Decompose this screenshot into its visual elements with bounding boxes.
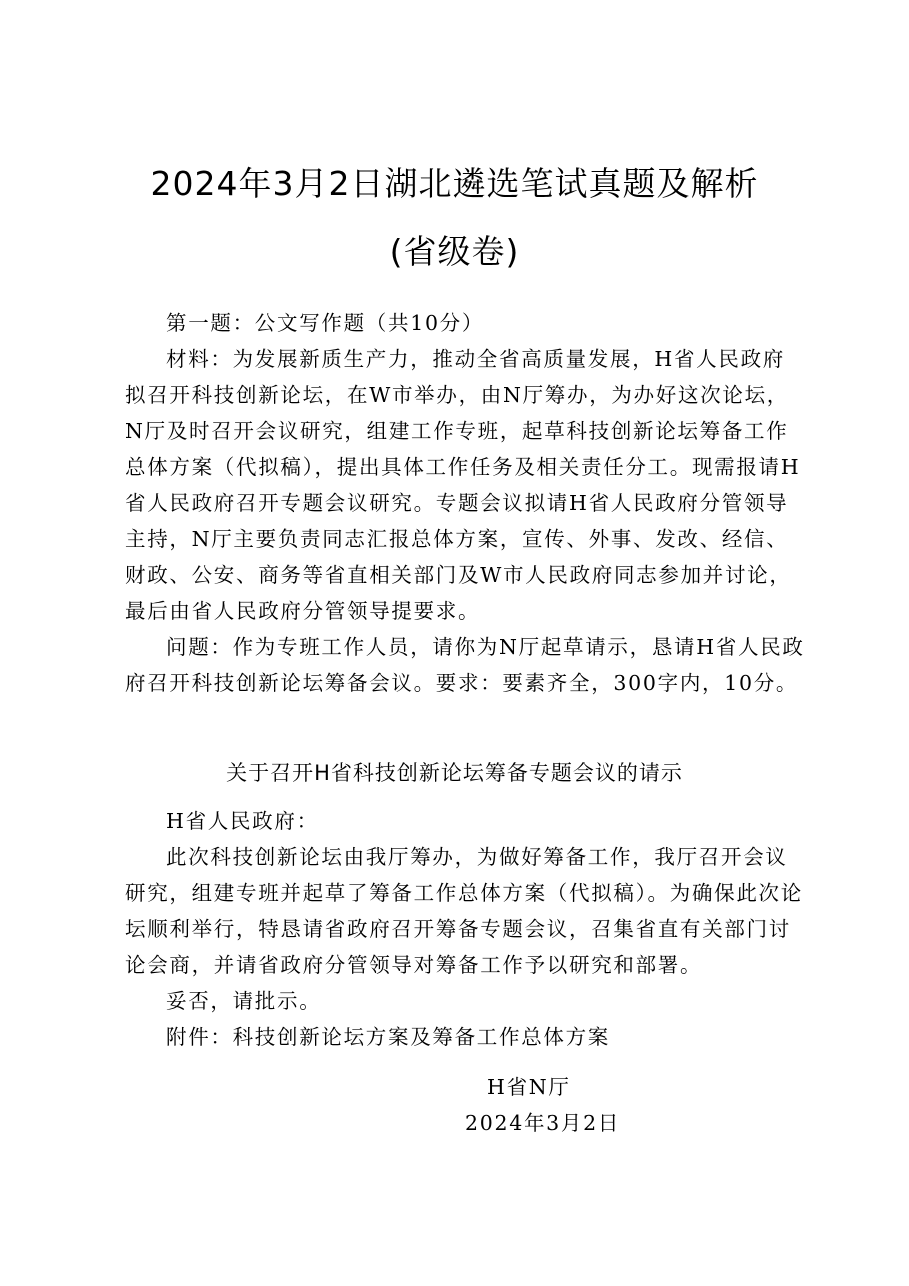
attachment-line: 附件：科技创新论坛方案及筹备工作总体方案 — [166, 1025, 610, 1049]
question-heading: 第一题：公文写作题（共10分） — [166, 311, 485, 335]
answer-title: 关于召开H省科技创新论坛筹备专题会议的请示 — [226, 761, 683, 785]
addressee: H省人民政府： — [166, 809, 319, 833]
question-paragraph: 问题：作为专班工作人员，请你为N厅起草请示，恳请H省人民政府召开科技创新论坛筹备会议。要求：要素齐全，300字内，10分。 — [125, 635, 805, 695]
signature-organization: H省N厅 — [487, 1075, 571, 1099]
document-subtitle: (省级卷) — [389, 232, 520, 271]
closing-line: 妥否，请批示。 — [166, 989, 322, 1013]
signature-date: 2024年3月2日 — [465, 1111, 621, 1135]
answer-section — [125, 803, 805, 1055]
question-section — [125, 305, 805, 701]
answer-body-paragraph: 此次科技创新论坛由我厅筹办，为做好筹备工作，我厅召开会议研究，组建专班并起草了筹备工作总体方案（代拟稿）。为确保此次论坛顺利举行，特恳请省政府召开筹备专题会议，召集省直有关部门讨论会商，并请省政府分管领导对筹备工作予以研究和部署。 — [125, 845, 803, 977]
document-title: 2024年3月2日湖北遴选笔试真题及解析 — [150, 164, 759, 203]
material-paragraph: 材料：为发展新质生产力，推动全省高质量发展，H省人民政府拟召开科技创新论坛，在W市举办，由N厅筹办，为办好这次论坛，N厅及时召开会议研究，组建工作专班，起草科技创新论坛筹备工作总体方案（代拟稿），提出具体工作任务及相关责任分工。现需报请H省人民政府召开专题会议研究。专题会议拟请H省人民政府分管领导主持，N厅主要负责同志汇报总体方案，宣传、外事、发改、经信、财政、公安、商务等省直相关部门及W市人民政府同志参加并讨论，最后由省人民政府分管领导提要求。 — [125, 347, 801, 623]
